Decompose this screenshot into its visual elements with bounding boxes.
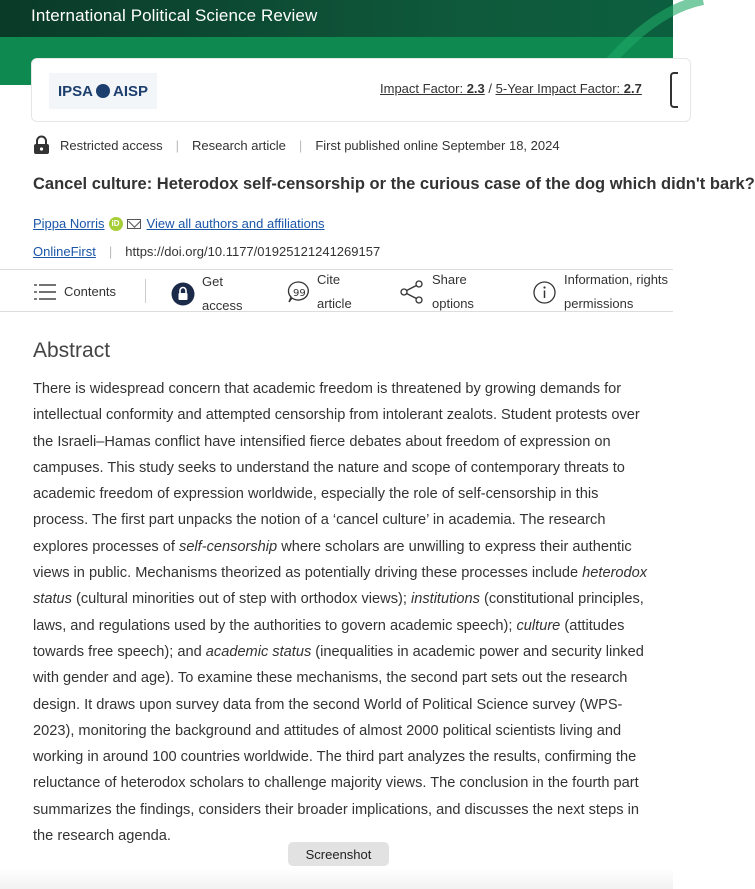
abstract-heading: Abstract xyxy=(33,339,111,362)
abstract-text xyxy=(33,376,648,849)
share-icon xyxy=(400,280,424,304)
toolbar-divider xyxy=(145,279,146,303)
journal-card xyxy=(31,58,691,122)
impact-label: Impact Factor: xyxy=(380,81,464,96)
abstract-segment: There is widespread concern that academic freedom is threatened by growing demands for intellectual conformity and attempted censorship from intolerant zealots. Student protests over the Israeli–Hamas conflict have intensified fierce debates about freedom of expression on campuses. This study seeks to understand the nature and scope of contemporary threats to academic freedom of expression worldwide, especially the role of self-censorship in this process. The first part unpacks the notion of a ‘cancel culture’ in academia. The research explores processes of xyxy=(33,381,640,555)
list-icon xyxy=(34,282,56,302)
abstract-segment: (inequalities in academic power and security linked with gender and age). To examine these mechanisms, the second part sets out the research design. It draws upon survey data from the second World of Political Science survey (WPS-2023), monitoring the background and attitudes of almost 2000 political scientists living and working in around 100 countries worldwide. The third part analyzes the results, confirming the reluctance of heterodox scholars to challenge majority views. The conclusion in the fourth part summarizes the findings, considers their broader implications, and discusses the next steps in the research agenda. xyxy=(33,643,644,845)
bottom-overlay xyxy=(0,868,673,889)
get-access-label-1: Get xyxy=(202,274,223,289)
info-label-1: Information, rights xyxy=(564,272,669,287)
lock-icon xyxy=(33,136,50,154)
doi-text[interactable]: https://doi.org/10.1177/01925121241269157 xyxy=(125,244,381,259)
doi-row xyxy=(33,244,380,259)
cite-label-2: article xyxy=(317,296,352,311)
abstract-italic: heterodox status xyxy=(33,565,648,608)
author-row xyxy=(33,216,325,231)
cite-label-1: Cite xyxy=(317,272,341,287)
abstract-segment: (cultural minorities out of step with orthodox views); xyxy=(71,591,411,608)
contents-label: Contents xyxy=(64,284,117,299)
mail-icon[interactable] xyxy=(127,219,141,229)
screenshot-tooltip: Screenshot xyxy=(288,842,389,866)
abstract-italic: institutions xyxy=(410,591,480,608)
view-all-authors-link[interactable]: View all authors and affiliations xyxy=(146,216,325,231)
access-status: Restricted access xyxy=(60,137,163,153)
online-first-link[interactable]: OnlineFirst xyxy=(33,244,96,259)
divider: | xyxy=(108,244,113,259)
quote-icon xyxy=(287,281,309,303)
divider: | xyxy=(298,137,303,153)
abstract-segment: where scholars are unwilling to express their authentic views in public. Mechanisms theorized as potentially driving these processes include xyxy=(33,538,632,582)
ipsa-logo[interactable]: IPSA AISP xyxy=(49,73,157,109)
share-label-1: Share xyxy=(432,272,467,287)
abstract-italic: self-censorship xyxy=(179,538,278,555)
author-link[interactable]: Pippa Norris xyxy=(33,216,105,231)
get-access-label-2: access xyxy=(202,298,243,313)
share-label-2: options xyxy=(432,296,474,311)
impact-factor[interactable]: Impact Factor: 2.3 / 5-Year Impact Factor: 2.7 xyxy=(380,81,642,96)
information-rights-button[interactable] xyxy=(533,268,668,316)
five-year-label: 5-Year Impact Factor: xyxy=(495,81,621,96)
card-button-edge[interactable] xyxy=(670,72,678,108)
impact-value: 2.3 xyxy=(466,81,485,96)
globe-icon xyxy=(96,84,110,98)
orcid-icon[interactable]: iD xyxy=(109,217,123,231)
article-meta-row xyxy=(33,136,560,154)
article-toolbar xyxy=(0,269,673,312)
get-access-button[interactable] xyxy=(171,270,242,318)
article-title: Cancel culture: Heterodox self-censorship or the curious case of the dog which didn't bark? xyxy=(33,175,755,193)
info-icon xyxy=(533,281,556,304)
publish-date: First published online September 18, 2024 xyxy=(315,137,560,153)
share-options-button[interactable] xyxy=(400,268,474,316)
abstract-segment: (constitutional principles, laws, and regulations used by the authorities to govern academic speech); xyxy=(33,591,644,634)
svg-text:99: 99 xyxy=(293,288,306,299)
abstract-italic: academic status xyxy=(205,643,312,660)
journal-title[interactable]: International Political Science Review xyxy=(31,6,318,25)
article-type: Research article xyxy=(191,137,286,153)
lock-circle-icon xyxy=(171,282,195,306)
info-label-2: permissions xyxy=(564,296,634,311)
abstract-segment: (attitudes towards free speech); and xyxy=(33,617,625,660)
contents-button[interactable] xyxy=(34,280,116,304)
divider: | xyxy=(175,137,179,153)
abstract-italic: culture xyxy=(516,617,561,634)
five-year-value: 2.7 xyxy=(623,81,642,96)
cite-article-button[interactable] xyxy=(287,268,352,316)
